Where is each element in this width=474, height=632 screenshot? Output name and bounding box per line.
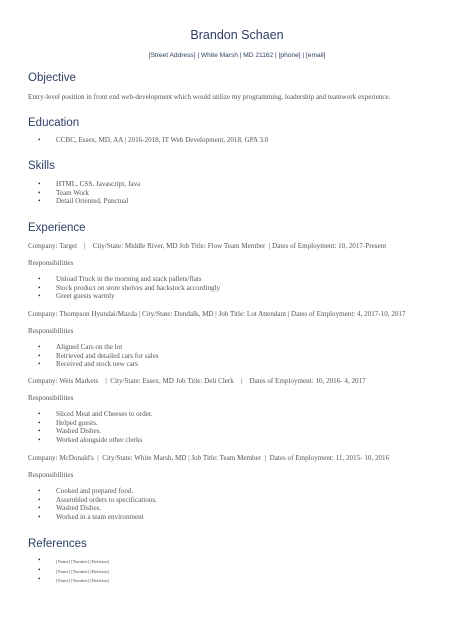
- list-item: • [Name] [Number] [Relation]: [28, 567, 454, 577]
- list-item: • Helped guests.: [28, 419, 454, 428]
- objective-heading: Objective: [28, 72, 76, 84]
- list-item: • Greet guests warmly: [28, 292, 454, 301]
- list-item: • Washed Dishes.: [28, 504, 454, 513]
- job-entry: [28, 310, 454, 369]
- list-item: • Team Work: [28, 189, 454, 198]
- list-item: • Worked alongside other clerks: [28, 436, 454, 445]
- list-item: • HTML, CSS, Javascript, Java: [28, 180, 454, 189]
- references-section: [28, 538, 454, 586]
- candidate-name: Brandon Schaen: [190, 28, 284, 42]
- list-item: • Washed Dishes.: [28, 427, 454, 436]
- skills-heading: Skills: [28, 160, 55, 172]
- responsibility-list: [28, 343, 454, 369]
- skills-list: [28, 180, 454, 206]
- list-item: • Detail Oriented, Punctual: [28, 197, 454, 206]
- list-item: • Cooked and prepared food.: [28, 487, 454, 496]
- list-item: • Aligned Cars on the lot: [28, 343, 454, 352]
- job-line: Company: Weis Markets | City/State: Essex, MD Job Title: Deli Clerk | Dates of Employment: 10, 2016- 4, 2017: [28, 377, 366, 385]
- job-line: Company: Target | City/State: Middle River, MD Job Title: Flow Team Member | Dates of Employment: 10, 2017-Present: [28, 242, 387, 250]
- list-item: • Retrieved and detailed cars for sales: [28, 352, 454, 361]
- objective-section: [28, 72, 454, 102]
- responsibilities-label: Responsibilities: [28, 471, 74, 479]
- references-heading: References: [28, 538, 87, 550]
- contact-line: [Street Address] | White Marsh | MD 21162 | [phone] | [email]: [148, 52, 326, 59]
- skills-section: [28, 160, 454, 206]
- list-item: • Stock product on store shelves and backstock accordingly: [28, 284, 454, 293]
- education-section: [28, 117, 454, 145]
- experience-section: [28, 222, 454, 234]
- list-item: • [Name] [Number] [Relation]: [28, 576, 454, 586]
- responsibility-list: [28, 487, 454, 521]
- job-entry: [28, 454, 454, 521]
- list-item: • Received and stock new cars: [28, 360, 454, 369]
- responsibilities-label: Responsibilities: [28, 259, 74, 267]
- responsibilities-label: Responsibilities: [28, 394, 74, 402]
- job-line: Company: Thompson Hyundai/Mazda | City/State: Dundalk, MD | Job Title: Lot Attendant | Dates of Employment: 4, 2017-10, 2017: [28, 310, 406, 318]
- experience-heading: Experience: [28, 222, 86, 234]
- references-list: [28, 557, 454, 586]
- job-line: Company: McDonald's | City/State: White Marsh, MD | Job Title: Team Member | Dates of Employment: 11, 2015- 10, 2016: [28, 454, 390, 462]
- education-list: [28, 136, 454, 145]
- job-entry: [28, 242, 454, 301]
- list-item: • [Name] [Number] [Relation]: [28, 557, 454, 567]
- responsibilities-label: Responsibilities: [28, 327, 74, 335]
- list-item: • CCBC, Essex, MD, AA | 2016-2018, IT Web Development, 2018, GPA 3.0: [28, 136, 454, 145]
- list-item: • Assembled orders to specifications.: [28, 496, 454, 505]
- list-item: • Unload Truck in the morning and stack pallets/flats: [28, 275, 454, 284]
- responsibility-list: [28, 275, 454, 301]
- education-heading: Education: [28, 117, 80, 129]
- objective-text: Entry-level position in front end web-development which would utilize my programming, leadership and teamwork experience.: [28, 93, 391, 101]
- list-item: • Worked in a team environment: [28, 513, 454, 522]
- list-item: • Sliced Meat and Cheeses to order.: [28, 410, 454, 419]
- job-entry: [28, 377, 454, 444]
- responsibility-list: [28, 410, 454, 444]
